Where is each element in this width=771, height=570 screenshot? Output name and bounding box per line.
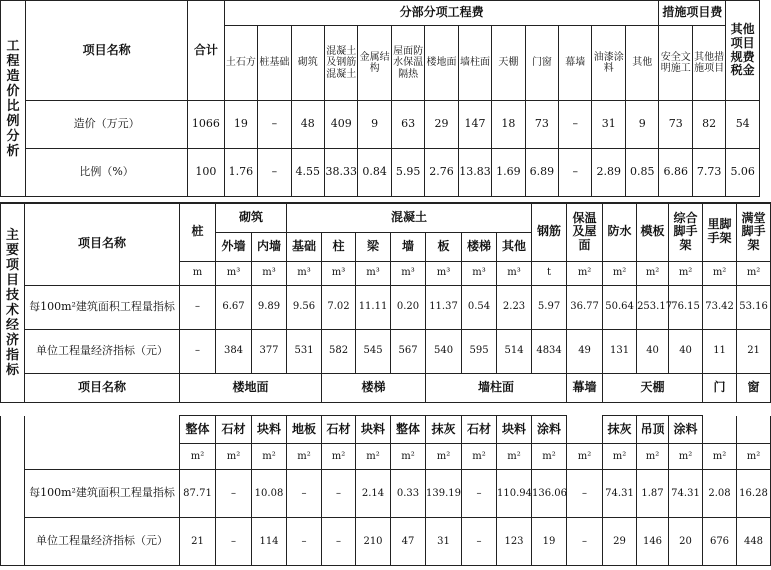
unit-cell: m³ xyxy=(356,261,391,285)
unit-cell: m² xyxy=(669,261,703,285)
col-header: 吊顶 xyxy=(637,416,669,444)
inner-scaffold-header: 里脚手架 xyxy=(703,203,737,261)
col-header: 其他 xyxy=(625,26,659,101)
unit-cell: m² xyxy=(391,444,426,470)
col-header: 楼地面 xyxy=(425,26,458,101)
side-continuation xyxy=(1,416,25,566)
tech-index-table xyxy=(0,202,771,403)
cell: 9 xyxy=(625,101,659,149)
unit-cell: m xyxy=(180,261,216,285)
col-header: 其他 xyxy=(497,232,532,261)
tech-index-table-part2 xyxy=(0,415,771,566)
col-header: 屋面防水保温隔热 xyxy=(391,26,424,101)
col-header: 整体 xyxy=(180,416,216,444)
cell: 9.56 xyxy=(287,285,322,329)
cell: 676 xyxy=(703,518,737,566)
cell: – xyxy=(258,149,291,197)
unit-cell: m² xyxy=(637,444,669,470)
cell: 147 xyxy=(458,101,491,149)
unit-cell: m³ xyxy=(391,261,426,285)
row-total: 1066 xyxy=(188,101,225,149)
formwork-header: 模板 xyxy=(637,203,669,261)
col-header: 金属结构 xyxy=(358,26,391,101)
unit-cell: m² xyxy=(737,444,771,470)
cell: 595 xyxy=(462,329,497,373)
cell: 20 xyxy=(669,518,703,566)
cell: 11 xyxy=(703,329,737,373)
unit-cell: m² xyxy=(287,444,322,470)
cell: 545 xyxy=(356,329,391,373)
unit-cell: m³ xyxy=(426,261,462,285)
col-header: 其他措施项目 xyxy=(692,26,725,101)
col-header: 楼梯 xyxy=(462,232,497,261)
cell: 38.33 xyxy=(324,149,357,197)
cell: 5.95 xyxy=(391,149,424,197)
cell: 409 xyxy=(324,101,357,149)
cell: 531 xyxy=(287,329,322,373)
col-header: 石材 xyxy=(462,416,497,444)
curtain-continuation xyxy=(567,416,603,444)
cell: 6.89 xyxy=(525,149,558,197)
cell: 0.33 xyxy=(391,470,426,518)
ceiling-header: 天棚 xyxy=(603,373,703,402)
unit-cell: m² xyxy=(703,444,737,470)
cell: 73.42 xyxy=(703,285,737,329)
cell: 7.73 xyxy=(692,149,725,197)
col-header: 板 xyxy=(426,232,462,261)
cell: 0.20 xyxy=(391,285,426,329)
col-header: 土石方 xyxy=(224,26,257,101)
col-header: 墙柱面 xyxy=(458,26,491,101)
cell: 29 xyxy=(603,518,637,566)
cell: – xyxy=(462,518,497,566)
unit-cell: m² xyxy=(737,261,771,285)
cell: – xyxy=(287,470,322,518)
col-header: 石材 xyxy=(322,416,356,444)
cell: 131 xyxy=(603,329,637,373)
cell: 448 xyxy=(737,518,771,566)
stair-header: 楼梯 xyxy=(322,373,426,402)
cell: 16.28 xyxy=(737,470,771,518)
cell: 48 xyxy=(291,101,324,149)
window-header: 窗 xyxy=(737,373,771,402)
cell: 136.06 xyxy=(532,470,567,518)
item-name-continuation xyxy=(25,416,180,470)
col-header: 块料 xyxy=(252,416,287,444)
row-label: 每100m²建筑面积工程量指标 xyxy=(25,470,180,518)
cell: 21 xyxy=(180,518,216,566)
cell: 2.23 xyxy=(497,285,532,329)
door-continuation xyxy=(703,416,737,444)
cell: 377 xyxy=(252,329,287,373)
cell: 31 xyxy=(426,518,462,566)
cell: 19 xyxy=(224,101,257,149)
col-header: 基础 xyxy=(287,232,322,261)
unit-cell: m² xyxy=(462,444,497,470)
tech-side-label: 主要项目技术经济指标 xyxy=(1,203,25,402)
unit-cell: m² xyxy=(497,444,532,470)
unit-cell: m³ xyxy=(497,261,532,285)
other-header: 其他项目规费税金 xyxy=(726,1,760,101)
cell: 18 xyxy=(492,101,525,149)
cell: 7.02 xyxy=(322,285,356,329)
cell: 73 xyxy=(525,101,558,149)
col-header: 涂料 xyxy=(532,416,567,444)
cell: – xyxy=(462,470,497,518)
cell: 2.89 xyxy=(592,149,625,197)
cell: 1.87 xyxy=(637,470,669,518)
wall-header: 墙柱面 xyxy=(426,373,567,402)
cell: 2.08 xyxy=(703,470,737,518)
door-header: 门 xyxy=(703,373,737,402)
cell: 253.17 xyxy=(637,285,669,329)
unit-cell: m³ xyxy=(287,261,322,285)
cell: 1.76 xyxy=(224,149,257,197)
cell: 53.16 xyxy=(737,285,771,329)
group-measure-header: 措施项目费 xyxy=(659,1,726,26)
curtain-header: 幕墙 xyxy=(567,373,603,402)
unit-cell: m³ xyxy=(462,261,497,285)
cell: 73 xyxy=(659,101,692,149)
total-header: 合计 xyxy=(188,1,225,101)
cell: 0.84 xyxy=(358,149,391,197)
cell: 6.67 xyxy=(216,285,252,329)
cell: 139.19 xyxy=(426,470,462,518)
cell: 540 xyxy=(426,329,462,373)
pile-header: 桩 xyxy=(180,203,216,261)
cell: 11.11 xyxy=(356,285,391,329)
cell: 87.71 xyxy=(180,470,216,518)
cell: 29 xyxy=(425,101,458,149)
col-header: 幕墙 xyxy=(559,26,592,101)
col-header: 门窗 xyxy=(525,26,558,101)
masonry-header: 砌筑 xyxy=(216,203,287,232)
unit-cell: t xyxy=(532,261,567,285)
cell: – xyxy=(322,470,356,518)
col-header: 块料 xyxy=(497,416,532,444)
cell: 63 xyxy=(391,101,424,149)
cell: 582 xyxy=(322,329,356,373)
group-sub-header: 分部分项工程费 xyxy=(224,1,659,26)
col-header: 混凝土及钢筋混凝土 xyxy=(324,26,357,101)
item-name-header: 项目名称 xyxy=(25,203,180,285)
unit-cell: m² xyxy=(603,261,637,285)
cell: 123 xyxy=(497,518,532,566)
rebar-header: 钢筋 xyxy=(532,203,567,261)
unit-cell: m² xyxy=(603,444,637,470)
cell: 21 xyxy=(737,329,771,373)
cell: – xyxy=(567,518,603,566)
col-header: 砌筑 xyxy=(291,26,324,101)
cell: 40 xyxy=(637,329,669,373)
cell: 40 xyxy=(669,329,703,373)
cell: 110.94 xyxy=(497,470,532,518)
concrete-header: 混凝土 xyxy=(287,203,532,232)
col-header: 抹灰 xyxy=(603,416,637,444)
unit-cell: m³ xyxy=(252,261,287,285)
col-header: 油漆涂料 xyxy=(592,26,625,101)
unit-cell: m² xyxy=(216,444,252,470)
unit-cell: m² xyxy=(567,261,603,285)
cell: 4.55 xyxy=(291,149,324,197)
cell: 1.69 xyxy=(492,149,525,197)
cell: 9 xyxy=(358,101,391,149)
cell: 146 xyxy=(637,518,669,566)
cell: 114 xyxy=(252,518,287,566)
cell: 2.14 xyxy=(356,470,391,518)
unit-cell: m² xyxy=(669,444,703,470)
scaffold-header: 综合脚手架 xyxy=(669,203,703,261)
unit-cell: m² xyxy=(426,444,462,470)
unit-cell: m² xyxy=(356,444,391,470)
cell: 19 xyxy=(532,518,567,566)
cell: 54 xyxy=(726,101,760,149)
cell: 384 xyxy=(216,329,252,373)
cell: 0.85 xyxy=(625,149,659,197)
unit-cell: m³ xyxy=(216,261,252,285)
window-continuation xyxy=(737,416,771,444)
col-header: 整体 xyxy=(391,416,426,444)
unit-cell: m² xyxy=(567,444,603,470)
cell: 4834 xyxy=(532,329,567,373)
col-header: 地板 xyxy=(287,416,322,444)
cell: 0.54 xyxy=(462,285,497,329)
cell: – xyxy=(322,518,356,566)
cell: – xyxy=(559,101,592,149)
unit-cell: m² xyxy=(180,444,216,470)
cell: 36.77 xyxy=(567,285,603,329)
col-header: 桩基础 xyxy=(258,26,291,101)
cell: 10.08 xyxy=(252,470,287,518)
cell: 514 xyxy=(497,329,532,373)
item-name-header: 项目名称 xyxy=(25,373,180,402)
row-label: 造价（万元） xyxy=(26,101,188,149)
col-header: 外墙 xyxy=(216,232,252,261)
cell: 6.86 xyxy=(659,149,692,197)
item-name-header: 项目名称 xyxy=(26,1,188,101)
cell: – xyxy=(216,518,252,566)
cell: 31 xyxy=(592,101,625,149)
row-total: 100 xyxy=(188,149,225,197)
col-header: 块料 xyxy=(356,416,391,444)
cell: 5.06 xyxy=(726,149,760,197)
unit-cell: m² xyxy=(703,261,737,285)
cell: – xyxy=(287,518,322,566)
unit-cell: m² xyxy=(322,444,356,470)
col-header: 梁 xyxy=(356,232,391,261)
cell: 47 xyxy=(391,518,426,566)
cell: – xyxy=(559,149,592,197)
row-label: 单位工程量经济指标（元） xyxy=(25,518,180,566)
cell: 567 xyxy=(391,329,426,373)
cell: 13.83 xyxy=(458,149,491,197)
floor-header: 楼地面 xyxy=(180,373,322,402)
full-scaffold-header: 满堂脚手架 xyxy=(737,203,771,261)
cell: – xyxy=(258,101,291,149)
cell: 76.15 xyxy=(669,285,703,329)
cell: – xyxy=(216,470,252,518)
unit-cell: m² xyxy=(532,444,567,470)
cell: – xyxy=(567,470,603,518)
col-header: 抹灰 xyxy=(426,416,462,444)
unit-cell: m² xyxy=(637,261,669,285)
col-header: 内墙 xyxy=(252,232,287,261)
unit-cell: m³ xyxy=(322,261,356,285)
col-header: 涂料 xyxy=(669,416,703,444)
col-header: 安全文明施工 xyxy=(659,26,692,101)
col-header: 天棚 xyxy=(492,26,525,101)
cell: 11.37 xyxy=(426,285,462,329)
cell: 2.76 xyxy=(425,149,458,197)
cost-ratio-table xyxy=(0,0,760,197)
col-header: 柱 xyxy=(322,232,356,261)
row-label: 每100m²建筑面积工程量指标 xyxy=(25,285,180,329)
cell: – xyxy=(180,329,216,373)
cell: 82 xyxy=(692,101,725,149)
cell: 74.31 xyxy=(669,470,703,518)
cell: 9.89 xyxy=(252,285,287,329)
cell: 50.64 xyxy=(603,285,637,329)
col-header: 墙 xyxy=(391,232,426,261)
waterproof-header: 防水 xyxy=(603,203,637,261)
cost-side-label: 工程造价比例分析 xyxy=(1,1,26,197)
insulation-header: 保温及屋面 xyxy=(567,203,603,261)
cell: – xyxy=(180,285,216,329)
cell: 210 xyxy=(356,518,391,566)
unit-cell: m² xyxy=(252,444,287,470)
cell: 74.31 xyxy=(603,470,637,518)
cell: 5.97 xyxy=(532,285,567,329)
col-header: 石材 xyxy=(216,416,252,444)
row-label: 比例（%） xyxy=(26,149,188,197)
row-label: 单位工程量经济指标（元） xyxy=(25,329,180,373)
cell: 49 xyxy=(567,329,603,373)
